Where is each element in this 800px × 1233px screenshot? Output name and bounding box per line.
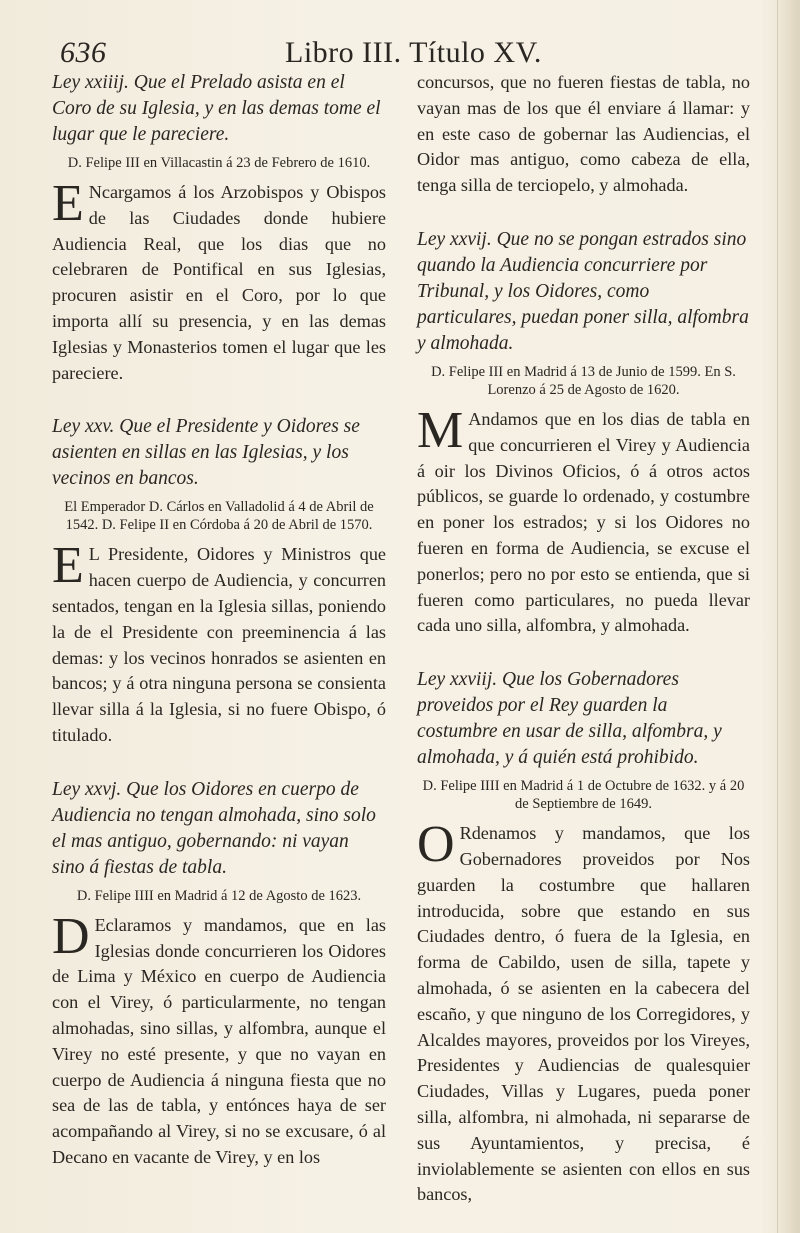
- law-text-xxvij: M Andamos que en los dias de tabla en que concurrieren el Virey y Audiencia á oir los Divinos Oficios, ó á otros actos públicos, se guarde lo ordenado, y costumbre en poner los estrados; y si los Oidores no fueren en forma de Audiencia, se excuse el ponerlos; pero no por esto se entienda, que si fueren como particulares, no pueda llevar cada uno silla, alfombra, y almohada.: [417, 401, 750, 636]
- page-edge: [777, 0, 800, 1233]
- law-heading-xxiiij: Ley xxiiij. Que el Prelado asista en el Coro de su Iglesia, y en las demas tome el lugar que le pareciere.: [52, 72, 381, 145]
- law-note-xxv: El Emperador D. Cárlos en Valladolid á 4 de Abril de 1542. D. Felipe II en Córdoba á 20 de Abril de 1570.: [64, 499, 374, 534]
- page-number: 636: [60, 36, 107, 69]
- dropcap: M: [417, 401, 464, 459]
- law-text-xxiiij: E Ncargamos á los Arzobispos y Obispos de las Ciudades donde hubiere Audiencia Real, que los dias que no celebraren de Pontifical en sus Iglesias, procuren asistir en el Coro, por lo que importa allí su presencia, y en las demas Iglesias y Monasterios tomen el lugar que les pareciere.: [52, 175, 386, 383]
- law-note-xxvij: D. Felipe III en Madrid á 13 de Junio de 1599. En S. Lorenzo á 25 de Agosto de 1620.: [431, 363, 736, 398]
- law-heading-xxviij: Ley xxviij. Que los Gobernadores proveidos por el Rey guarden la costumbre en usar de silla, alfombra, y almohada, y á quién está prohibido.: [417, 669, 722, 769]
- law-heading-xxv: Ley xxv. Que el Presidente y Oidores se asienten en sillas en las Iglesias, y los vecinos en bancos.: [52, 416, 360, 490]
- left-column: [52, 70, 386, 1171]
- dropcap: D: [52, 907, 90, 965]
- continuation-text: concursos, que no fueren fiestas de tabla, no vayan mas de los que él enviare á llamar: y en este caso de gobernar las Audiencias, el Oidor mas antiguo, como cabeza de ella, tenga silla de terciopelo, y almohada.: [417, 72, 750, 196]
- law-heading-xxvij: Ley xxvij. Que no se pongan estrados sino quando la Audiencia concurriere por Tribunal, y los Oidores, como particulares, puedan poner silla, alfombra y almohada.: [417, 228, 749, 354]
- dropcap: O: [417, 816, 455, 874]
- law-text-xxv: E L Presidente, Oidores y Ministros que hacen cuerpo de Audiencia, y concurren sentados, tengan en la Iglesia sillas, poniendo la de el Presidente con preeminencia á las demas: y los vecinos honrados se asienten en bancos; y á otra ninguna persona se consienta llevar silla á la Iglesia, si no fuere Obispo, ó titulado.: [52, 537, 386, 745]
- running-title: Libro III. Título XV.: [285, 36, 542, 69]
- right-column: [417, 70, 750, 1208]
- law-text-xxvj: D Eclaramos y mandamos, que en las Iglesias donde concurrieren los Oidores de Lima y México en cuerpo de Audiencia con el Virey, ó particularmente, no tengan almohadas, sino sillas, y alfombra, aunque el Virey no esté presente, y que no vayan en cuerpo de Audiencia á ninguna fiesta que no sea de las de tabla, y entónces haya de ser acompañando al Virey, si no se excusare, ó al Decano en vacante de Virey, y en los: [52, 907, 386, 1167]
- law-text-xxviij: O Rdenamos y mandamos, que los Gobernadores proveidos por Nos guarden la costumbre que hallaren introducida, sobre que estando en sus Ciudades dentro, ó fuera de la Iglesia, en forma de Cabildo, usen de silla, tapete y almohada, ó se asienten en la cabecera del escaño, y que ninguno de los Corregidores, y Alcaldes mayores, proveidos por los Vireyes, Presidentes y Audiencias de qualesquier Ciudades, Villas y Lugares, pueda poner silla, alfombra, ni almohada, ni separarse de sus Ayuntamientos, y precisa, é inviolablemente se asienten con ellos en sus bancos,: [417, 816, 750, 1205]
- law-note-xxiiij: D. Felipe III en Villacastin á 23 de Febrero de 1610.: [67, 155, 371, 171]
- law-note-xxvj: D. Felipe IIII en Madrid á 12 de Agosto de 1623.: [76, 887, 362, 904]
- law-note-xxviij: D. Felipe IIII en Madrid á 1 de Octubre de 1632. y á 20 de Septiembre de 1649.: [422, 778, 745, 813]
- dropcap: E: [52, 537, 84, 595]
- law-heading-xxvj: Ley xxvj. Que los Oidores en cuerpo de Audiencia no tengan almohada, sino solo el mas antiguo, gobernando: ni vayan sino á fiestas de tabla.: [52, 778, 376, 878]
- dropcap: E: [52, 175, 84, 232]
